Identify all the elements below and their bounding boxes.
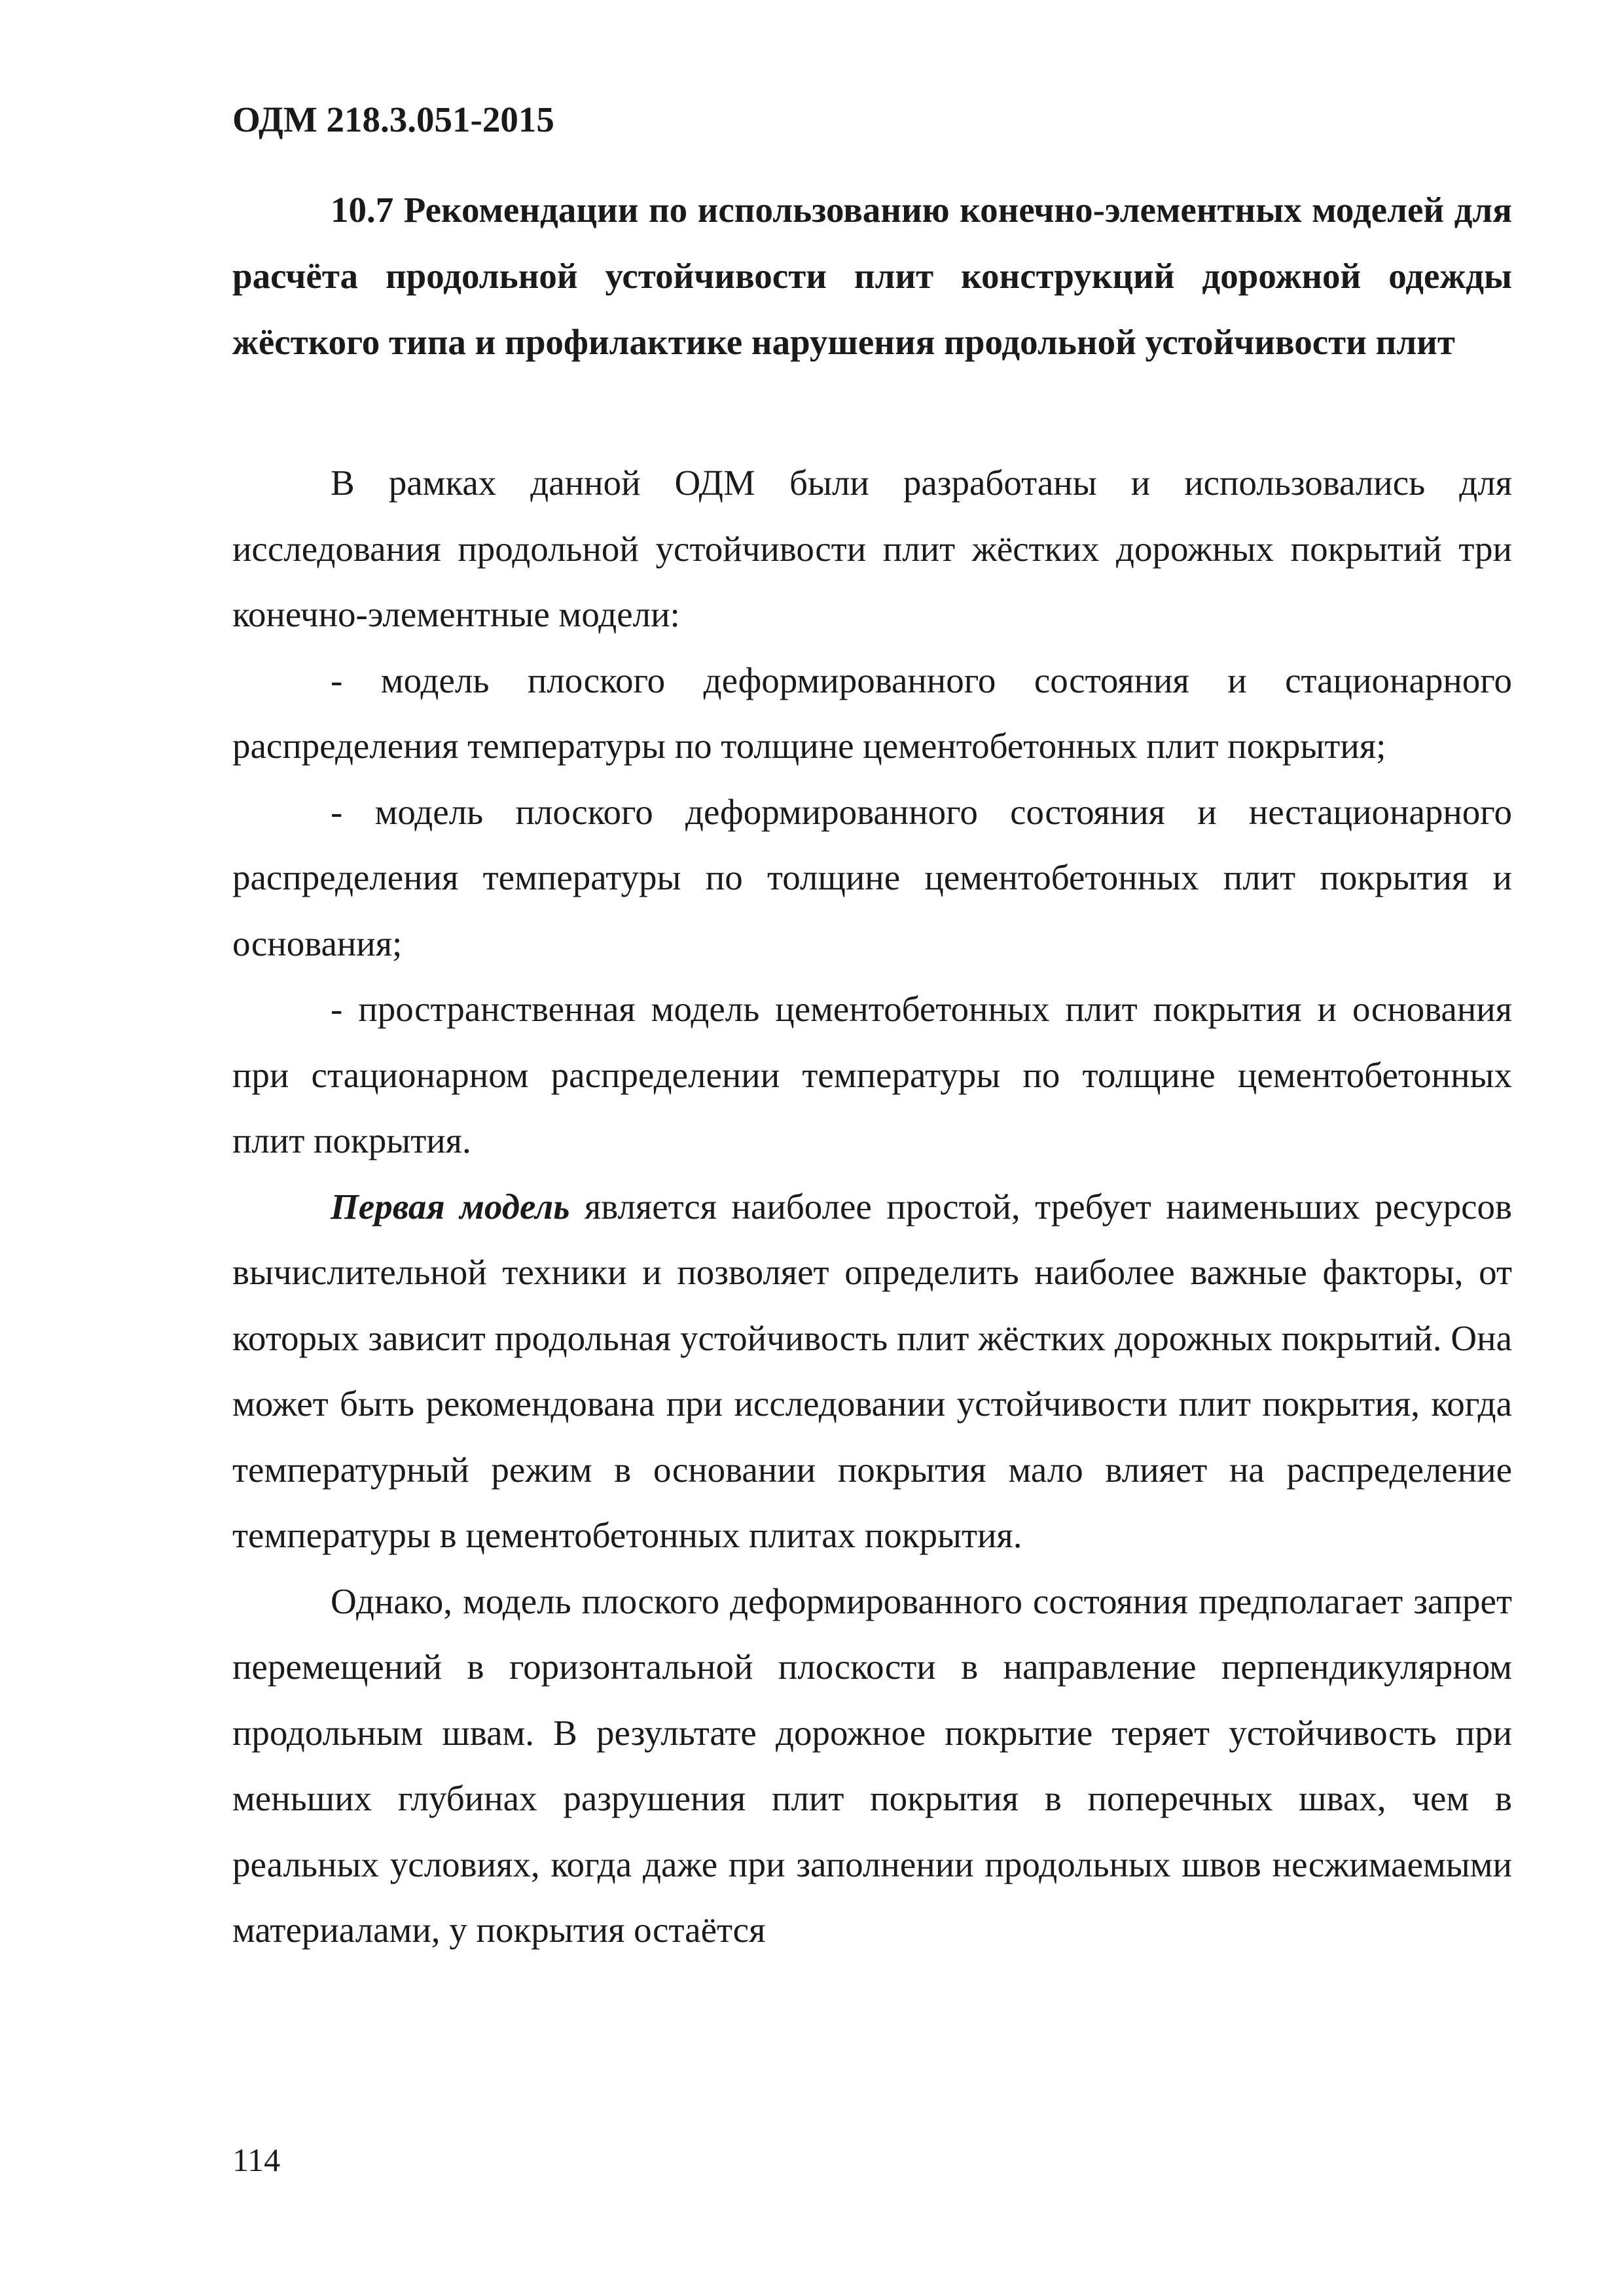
paragraph-first-model-text: является наиболее простой, требует наименьших ресурсов вычислительной техники и позволяет определить наиболее важные факторы, от которых зависит продольная устойчивость плит жёстких дорожных покрытий. Она может быть рекомендована при исследовании устойчивости плит покрытия, когда температурный режим в основании покрытия мало влияет на распределение температуры в цементобетонных плитах покрытия. — [232, 1186, 1512, 1555]
list-item-text: пространственная модель цементобетонных плит покрытия и основания при стационарном распределении температуры по толщине цементобетонных плит покрытия. — [232, 989, 1512, 1160]
list-item — [232, 648, 1512, 780]
list-item — [232, 780, 1512, 977]
paragraph-intro: В рамках данной ОДМ были разработаны и использовались для исследования продольной устойчивости плит жёстких дорожных покрытий три конечно-элементные модели: — [232, 463, 1512, 634]
body-text — [232, 450, 1512, 1964]
list-dash: - — [331, 791, 343, 832]
document-code: ОДМ 218.3.051-2015 — [232, 99, 554, 139]
page-number: 114 — [232, 2142, 281, 2178]
list-dash: - — [331, 989, 343, 1029]
emphasis-first-model: Первая модель — [331, 1186, 570, 1227]
paragraph-first-model — [232, 1174, 1512, 1569]
list-item-text: модель плоского деформированного состояния и стационарного распределения температуры по толщине цементобетонных плит покрытия; — [232, 660, 1512, 766]
paragraph-however: Однако, модель плоского деформированного состояния предполагает запрет перемещений в горизонтальной плоскости в направление перпендикулярном продольным швам. В результате дорожное покрытие теряет устойчивость при меньших глубинах разрушения плит покрытия в поперечных швах, чем в реальных условиях, когда даже при заполнении продольных швов несжимаемыми материалами, у покрытия остаётся — [232, 1581, 1512, 1950]
list-dash: - — [331, 660, 343, 700]
list-item-text: модель плоского деформированного состояния и нестационарного распределения температуры по толщине цементобетонных плит покрытия и основания; — [232, 791, 1512, 963]
section-heading: 10.7 Рекомендации по использованию конечно-элементных моделей для расчёта продольной устойчивости плит конструкций дорожной одежды жёсткого типа и профилактике нарушения продольной устойчивости плит — [232, 190, 1512, 362]
list-item — [232, 977, 1512, 1174]
